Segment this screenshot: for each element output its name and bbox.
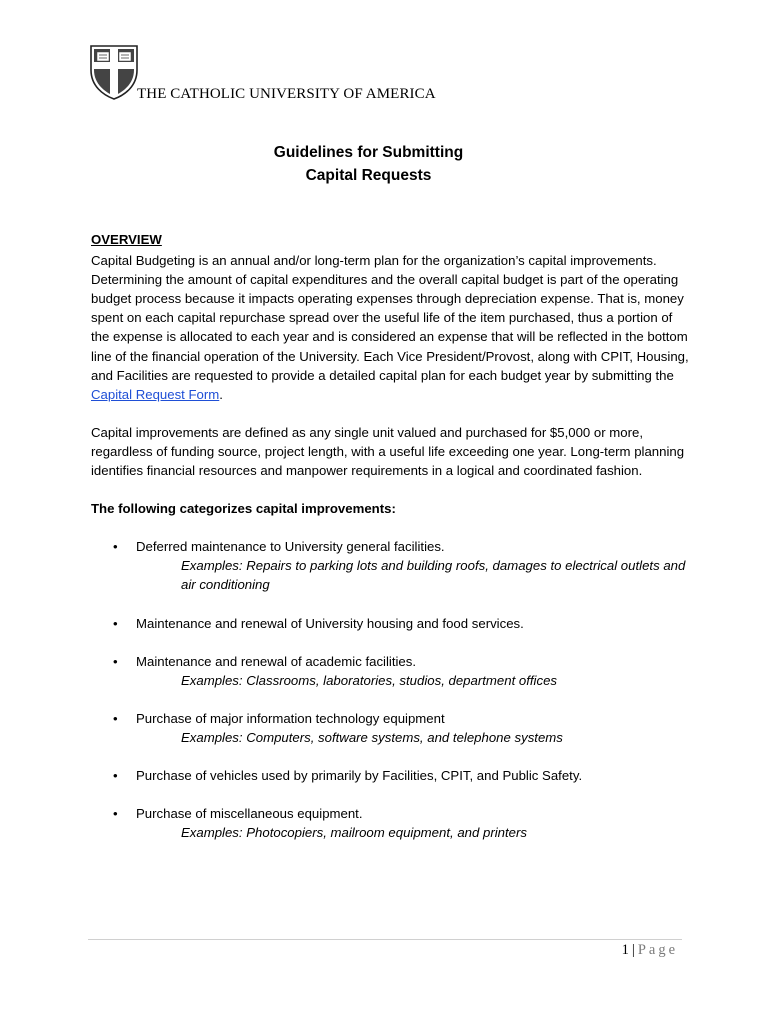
footer-divider	[88, 939, 682, 940]
list-item	[91, 614, 691, 633]
list-item-example: Examples: Classrooms, laboratories, studios, department offices	[181, 672, 558, 688]
bullet-icon: •	[113, 806, 118, 822]
categories-list	[91, 537, 691, 842]
overview-paragraph-1	[91, 251, 691, 404]
document-body	[91, 230, 691, 861]
title-line-2: Capital Requests	[305, 167, 432, 184]
list-item-example: Examples: Repairs to parking lots and building roofs, damages to electrical outlets and air conditioning	[181, 558, 686, 593]
categories-heading: The following categorizes capital improvements:	[91, 501, 396, 517]
bullet-icon: •	[113, 653, 118, 669]
university-name: THE CATHOLIC UNIVERSITY OF AMERICA	[137, 86, 436, 102]
page-footer	[622, 942, 678, 959]
list-item-text: Purchase of vehicles used by primarily by Facilities, CPIT, and Public Safety.	[136, 767, 583, 783]
document-title	[0, 141, 737, 187]
overview-heading: OVERVIEW	[91, 232, 162, 247]
bullet-icon: •	[113, 615, 118, 631]
list-item-text: Maintenance and renewal of academic facilities.	[136, 653, 417, 669]
list-item	[91, 537, 691, 594]
page-label: Page	[637, 942, 678, 958]
overview-paragraph-1-text: Capital Budgeting is an annual and/or long-term plan for the organization’s capital improvements. Determining the amount of capital expenditures and the overall capital budget is part of the operating budget process because it impacts operating expenses through depreciation expense. That is, money spent on each capital repurchase spread over the useful life of the item purchased, thus a portion of the expense is allocated to each year and is considered an expense that will be reflected in the bottom line of the financial operation of the University. Each Vice President/Provost, along with CPIT, Housing, and Facilities are requested to provide a detailed capital plan for each budget year by submitting the	[91, 253, 689, 383]
list-item	[91, 652, 691, 690]
list-item	[91, 709, 691, 747]
overview-paragraph-1-end: .	[219, 386, 223, 402]
list-item	[91, 766, 691, 785]
list-item-example: Examples: Computers, software systems, and telephone systems	[181, 729, 563, 745]
list-item-text: Purchase of miscellaneous equipment.	[136, 806, 363, 822]
list-item-text: Deferred maintenance to University general facilities.	[136, 539, 445, 555]
bullet-icon: •	[113, 710, 118, 726]
list-item-text: Maintenance and renewal of University housing and food services.	[136, 615, 524, 631]
list-item	[91, 804, 691, 842]
capital-request-form-link[interactable]: Capital Request Form	[91, 386, 220, 402]
footer-separator: |	[631, 942, 635, 958]
list-item-text: Purchase of major information technology equipment	[136, 710, 445, 726]
university-crest-logo	[89, 44, 139, 100]
bullet-icon: •	[113, 539, 118, 555]
list-item-example: Examples: Photocopiers, mailroom equipment, and printers	[181, 825, 527, 841]
title-line-1: Guidelines for Submitting	[273, 144, 464, 161]
bullet-icon: •	[113, 767, 118, 783]
page-number: 1	[621, 942, 629, 958]
overview-paragraph-2: Capital improvements are defined as any single unit valued and purchased for $5,000 or more, regardless of funding source, project length, with a useful life exceeding one year. Long-term planning identifies financial resources and manpower requirements in a logical and coordinated fashion.	[91, 424, 685, 479]
